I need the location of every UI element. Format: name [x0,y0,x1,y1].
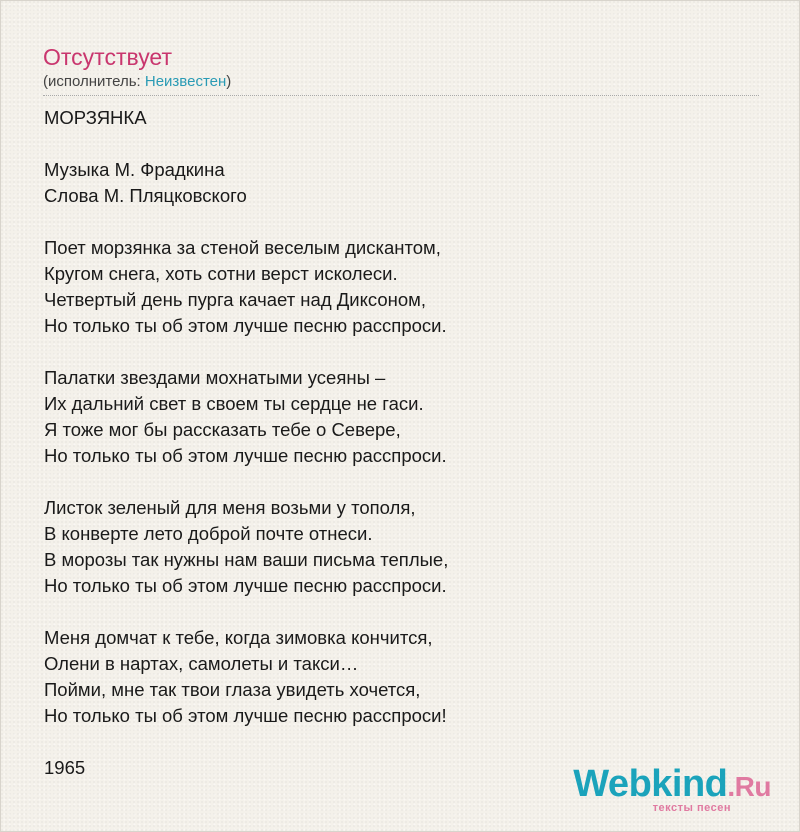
logo-wordmark [573,765,771,806]
credit-music: Музыка М. Фрадкина [44,159,225,180]
lyric-line: Меня домчат к тебе, когда зимовка кончится, [44,627,433,648]
header-divider [43,95,759,96]
song-name: МОРЗЯНКА [44,107,147,128]
song-title: Отсутствует [43,44,172,70]
stanza-3 [44,495,764,599]
lyric-line: Палатки звездами мохнатыми усеяны – [44,367,386,388]
webkind-logo[interactable] [573,765,771,814]
lyric-line: Пойми, мне так твои глаза увидеть хочется, [44,679,421,700]
performer-suffix: ) [226,73,232,90]
credit-words: Слова М. Пляцковского [44,185,247,206]
lyric-line: Но только ты об этом лучше песню расспроси. [44,575,447,596]
lyric-line: Но только ты об этом лучше песню расспроси. [44,315,447,336]
lyric-line: Их дальний свет в своем ты сердце не гаси. [44,393,424,414]
performer-line [43,72,231,92]
logo-tagline: тексты песен [652,802,731,814]
logo-main-text: Webkind [573,763,728,805]
performer-prefix: (исполнитель: [43,73,145,90]
lyric-line: Олени в нартах, самолеты и такси… [44,653,359,674]
song-header [43,43,231,92]
credits-block [44,157,764,209]
song-year: 1965 [44,757,86,778]
lyrics-body [44,105,764,781]
lyric-line: Но только ты об этом лучше песню расспроси. [44,445,447,466]
lyric-line: Кругом снега, хоть сотни верст исколеси. [44,263,398,284]
stanza-2 [44,365,764,469]
lyric-line: Я тоже мог бы рассказать тебе о Севере, [44,419,401,440]
logo-domain-text: .Ru [727,771,771,802]
lyric-line: Но только ты об этом лучше песню расспроси! [44,705,447,726]
lyric-line: Четвертый день пурга качает над Диксоном, [44,289,427,310]
lyric-line: В конверте лето доброй почте отнеси. [44,523,373,544]
performer-link[interactable]: Неизвестен [144,73,227,90]
lyric-line: В морозы так нужны нам ваши письма теплые, [44,549,449,570]
song-name-block [44,105,764,131]
stanza-1 [44,235,764,339]
lyric-line: Листок зеленый для меня возьми у тополя, [44,497,416,518]
lyric-line: Поет морзянка за стеной веселым дискантом, [44,237,441,258]
stanza-4 [44,625,764,729]
